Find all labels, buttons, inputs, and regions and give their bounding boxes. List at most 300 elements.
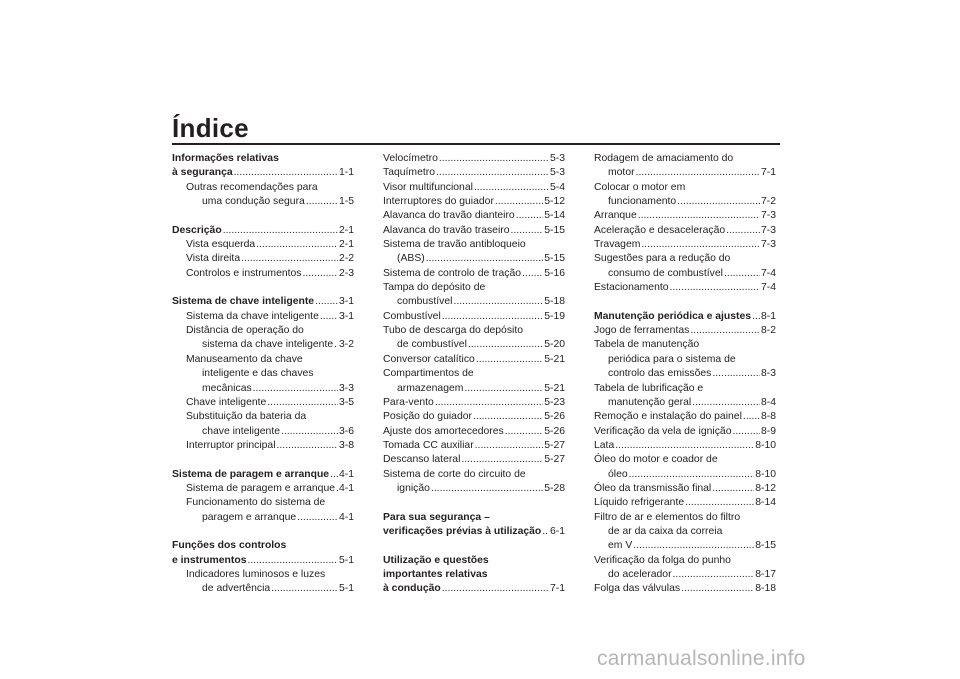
toc-page-number: 8-18 [755, 583, 776, 595]
toc-dot-leader [281, 425, 338, 439]
toc-entry[interactable] [383, 453, 565, 467]
toc-entry[interactable] [172, 382, 354, 396]
toc-entry-title: importantes relativas [383, 568, 488, 580]
toc-entry-title: óleo [608, 468, 628, 480]
toc-entry[interactable] [383, 410, 565, 424]
toc-page-number: 5-3 [549, 167, 565, 179]
toc-dot-leader [495, 195, 543, 209]
toc-entry-title: Jogo de ferramentas [594, 325, 690, 337]
toc-dot-leader [315, 295, 338, 309]
toc-entry[interactable] [594, 166, 776, 180]
toc-entry[interactable] [383, 482, 565, 496]
toc-page-number: 8-14 [755, 497, 776, 509]
toc-entry[interactable] [594, 252, 776, 266]
toc-dot-leader [320, 310, 338, 324]
toc-entry-title: Travagem [594, 239, 641, 251]
toc-entry[interactable] [383, 224, 565, 238]
toc-entry[interactable] [594, 338, 776, 352]
toc-page-number: 8-17 [755, 568, 776, 580]
toc-dot-leader [234, 166, 338, 180]
toc-entry[interactable] [383, 152, 565, 166]
toc-dot-leader [712, 482, 754, 496]
toc-dot-leader [473, 410, 543, 424]
toc-entry-title: Para-vento [383, 396, 434, 408]
toc-entry[interactable] [383, 324, 565, 338]
toc-dot-leader [474, 181, 549, 195]
toc-entry-title: Tabela de lubrificação e [594, 382, 704, 394]
toc-entry[interactable] [594, 425, 776, 439]
toc-entry[interactable] [172, 425, 354, 439]
toc-entry-title: Velocímetro [383, 153, 438, 164]
toc-dot-leader [241, 252, 338, 266]
toc-entry[interactable] [383, 281, 565, 295]
toc-entry-title: (ABS) [397, 253, 425, 265]
toc-dot-leader [752, 310, 760, 324]
toc-dot-leader [641, 238, 760, 252]
toc-entry-title: Líquido refrigerante [594, 497, 685, 509]
toc-page-number: 1-5 [338, 196, 354, 208]
toc-entry[interactable] [383, 166, 565, 180]
toc-dot-leader [247, 554, 337, 568]
toc-entry[interactable] [383, 367, 565, 381]
toc-entry[interactable] [383, 396, 565, 410]
toc-dot-leader [306, 195, 338, 209]
toc-page-number: 5-15 [544, 224, 565, 236]
toc-entry[interactable] [383, 338, 565, 352]
toc-entry-title: Conversor catalítico [383, 353, 475, 365]
toc-column-1 [172, 152, 354, 597]
toc-entry-title: Tampa do depósito de [383, 282, 486, 294]
toc-dot-leader [468, 338, 543, 352]
toc-entry[interactable] [383, 238, 565, 252]
toc-entry[interactable] [172, 482, 354, 496]
toc-entry-title: em V [608, 540, 633, 552]
toc-spacer [383, 539, 565, 553]
toc-page-number: 5-3 [549, 153, 565, 164]
toc-entry-title: Lata [594, 439, 615, 451]
toc-entry-title: Interruptor principal [186, 439, 276, 451]
toc-entry-title: Descanso lateral [383, 454, 461, 466]
toc-entry-title: uma condução segura [202, 196, 305, 208]
toc-dot-leader [476, 353, 543, 367]
toc-entry-title: Sistema de paragem e arranque [172, 468, 330, 480]
toc-page-number: 2-1 [338, 224, 354, 236]
toc-entry-title: Descrição [172, 224, 222, 236]
title-rule [172, 143, 780, 145]
toc-spacer [172, 525, 354, 539]
toc-entry[interactable] [594, 453, 776, 467]
toc-page-number: 3-3 [338, 382, 354, 394]
toc-entry[interactable] [594, 281, 776, 295]
toc-page-number: 5-21 [544, 382, 565, 394]
toc-page-number: 2-1 [338, 239, 354, 251]
toc-entry[interactable] [172, 511, 354, 525]
toc-entry[interactable] [172, 252, 354, 266]
toc-page-number: 2-2 [338, 253, 354, 265]
toc-page-number: 3-1 [338, 310, 354, 322]
toc-dot-leader [677, 195, 760, 209]
toc-entry-title: do acelerador [608, 568, 672, 580]
toc-entry-title: Tomada CC auxiliar [383, 439, 474, 451]
toc-page-number: 4-1 [338, 482, 354, 494]
toc-page-number: 5-26 [544, 425, 565, 437]
toc-section-heading[interactable] [172, 295, 354, 309]
toc-page-number: 7-4 [760, 282, 776, 294]
toc-entry-title: Sistema de controlo de tração [383, 267, 522, 279]
toc-page-number: 8-10 [755, 439, 776, 451]
toc-page-number: 5-23 [544, 396, 565, 408]
toc-spacer [172, 209, 354, 223]
toc-section-heading[interactable] [383, 582, 565, 596]
toc-entry[interactable] [594, 267, 776, 281]
toc-section-heading[interactable] [172, 166, 354, 180]
toc-page-number: 6-1 [549, 525, 565, 537]
watermark: carmanualsonline.info [597, 647, 806, 670]
toc-dot-leader [615, 439, 754, 453]
toc-page-number: 3-6 [338, 425, 354, 437]
toc-dot-leader [271, 582, 338, 596]
toc-dot-leader [681, 582, 754, 596]
toc-dot-leader [690, 324, 760, 338]
toc-entry-title: ignição [397, 482, 430, 494]
toc-entry-title: Indicadores luminosos e luzes [186, 568, 326, 580]
toc-page-number: 5-28 [544, 482, 565, 494]
toc-entry-title: Funcionamento do sistema de [186, 497, 326, 509]
toc-entry[interactable] [172, 396, 354, 410]
toc-entry-title: Estacionamento [594, 282, 669, 294]
toc-entry[interactable] [594, 525, 776, 539]
toc-entry[interactable] [172, 195, 354, 209]
toc-entry[interactable] [383, 425, 565, 439]
toc-section-heading[interactable] [383, 568, 565, 582]
toc-entry-title: Rodagem de amaciamento do [594, 153, 734, 164]
toc-entry[interactable] [172, 568, 354, 582]
toc-dot-leader [638, 209, 760, 223]
toc-section-heading[interactable] [172, 554, 354, 568]
toc-dot-leader [505, 425, 543, 439]
toc-entry-title: Alavanca do travão dianteiro [383, 210, 515, 222]
toc-page-number: 8-12 [755, 482, 776, 494]
toc-entry[interactable] [383, 209, 565, 223]
toc-entry[interactable] [594, 482, 776, 496]
toc-entry[interactable] [172, 439, 354, 453]
toc-entry-title: Manuseamento da chave [186, 353, 303, 365]
toc-dot-leader [516, 209, 544, 223]
toc-page-number: 8-10 [755, 468, 776, 480]
toc-entry[interactable] [594, 224, 776, 238]
toc-dot-leader [431, 482, 543, 496]
toc-page-number: 2-3 [338, 267, 354, 279]
toc-dot-leader [277, 439, 338, 453]
toc-dot-leader [461, 453, 543, 467]
toc-page-number: 5-27 [544, 439, 565, 451]
toc-column-2 [383, 152, 565, 597]
toc-entry[interactable] [383, 267, 565, 281]
toc-page-number: 5-18 [544, 296, 565, 308]
toc-entry-title: Vista esquerda [186, 239, 256, 251]
toc-entry-title: funcionamento [608, 196, 677, 208]
toc-entry[interactable] [594, 582, 776, 596]
toc-dot-leader [442, 582, 549, 596]
toc-entry[interactable] [383, 382, 565, 396]
toc-dot-leader [511, 224, 544, 238]
toc-dot-leader [439, 152, 549, 166]
toc-entry-title: Ajuste dos amortecedores [383, 425, 504, 437]
toc-entry-title: Vista direita [186, 253, 241, 265]
toc-entry[interactable] [172, 496, 354, 510]
toc-spacer [172, 281, 354, 295]
toc-entry[interactable] [594, 238, 776, 252]
toc-spacer [383, 496, 565, 510]
toc-entry[interactable] [172, 338, 354, 352]
toc-entry[interactable] [383, 181, 565, 195]
toc-dot-leader [673, 568, 755, 582]
toc-dot-leader [435, 396, 543, 410]
toc-entry-title: Tabela de manutenção [594, 339, 700, 351]
toc-page-number: 5-26 [544, 411, 565, 423]
toc-entry-title: de ar da caixa da correia [608, 525, 723, 537]
toc-entry-title: à condução [383, 583, 441, 595]
toc-dot-leader [712, 367, 760, 381]
toc-entry[interactable] [594, 324, 776, 338]
toc-entry[interactable] [383, 252, 565, 266]
toc-section-heading[interactable] [172, 224, 354, 238]
toc-page-number: 5-27 [544, 454, 565, 466]
toc-entry[interactable] [594, 539, 776, 553]
page-title: Índice [172, 113, 249, 143]
toc-entry[interactable] [594, 195, 776, 209]
toc-entry[interactable] [383, 310, 565, 324]
toc-page-number: 1-1 [338, 167, 354, 179]
toc-dot-leader [724, 267, 760, 281]
toc-entry-title: Sugestões para a redução do [594, 253, 731, 265]
toc-entry-title: Utilização e questões [383, 554, 489, 566]
toc-entry[interactable] [172, 367, 354, 381]
toc-dot-leader [475, 439, 544, 453]
toc-page-number: 5-20 [544, 339, 565, 351]
toc-entry-title: de advertência [202, 583, 271, 595]
toc-dot-leader [732, 425, 759, 439]
toc-entry-title: Colocar o motor em [594, 181, 686, 193]
toc-dot-leader [334, 338, 338, 352]
toc-section-heading[interactable] [383, 511, 565, 525]
toc-entry-title: verificações prévias à utilização [383, 525, 542, 537]
toc-dot-leader [522, 267, 543, 281]
toc-page-number: 3-2 [338, 339, 354, 351]
toc-dot-leader [685, 496, 754, 510]
toc-dot-leader [692, 396, 760, 410]
toc-page-number: 8-9 [760, 425, 776, 437]
toc-page-number: 3-1 [338, 296, 354, 308]
toc-entry-title: Sistema de corte do circuito de [383, 468, 526, 480]
toc-entry-title: Posição do guiador [383, 411, 472, 423]
toc-page-number: 7-3 [760, 224, 776, 236]
toc-entry[interactable] [383, 439, 565, 453]
toc-entry-title: Funções dos controlos [172, 540, 287, 552]
toc-entry-title: Compartimentos de [383, 368, 474, 380]
toc-entry-title: Combustível [383, 310, 441, 322]
toc-dot-leader [670, 281, 760, 295]
toc-page-number: 8-3 [760, 368, 776, 380]
toc-page-number: 3-5 [338, 396, 354, 408]
toc-entry-title: Para sua segurança – [383, 511, 490, 523]
toc-entry-title: Sistema de paragem e arranque [186, 482, 336, 494]
toc-entry[interactable] [172, 267, 354, 281]
toc-dot-leader [267, 396, 338, 410]
toc-entry[interactable] [594, 554, 776, 568]
toc-page-number: 5-19 [544, 310, 565, 322]
toc-entry-title: Outras recomendações para [186, 181, 318, 193]
toc-entry[interactable] [594, 396, 776, 410]
toc-entry[interactable] [594, 496, 776, 510]
toc-entry-title: Folga das válvulas [594, 583, 681, 595]
toc-column-3 [594, 152, 776, 597]
toc-dot-leader [303, 267, 338, 281]
toc-entry-title: manutenção geral [608, 396, 692, 408]
toc-page-number: 4-1 [338, 468, 354, 480]
toc-section-heading[interactable] [172, 468, 354, 482]
toc-entry[interactable] [594, 511, 776, 525]
toc-section-heading[interactable] [172, 152, 354, 166]
toc-entry[interactable] [172, 353, 354, 367]
toc-page-number: 7-4 [760, 267, 776, 279]
toc-entry-title: e instrumentos [172, 554, 247, 566]
toc-dot-leader [629, 468, 755, 482]
toc-entry-title: Óleo da transmissão final [594, 482, 712, 494]
toc-entry[interactable] [594, 367, 776, 381]
toc-entry-title: controlo das emissões [608, 368, 712, 380]
toc-page-number: 3-8 [338, 439, 354, 451]
toc-dot-leader [436, 166, 549, 180]
toc-entry-title: paragem e arranque [202, 511, 297, 523]
toc-page-number: 7-2 [760, 196, 776, 208]
toc-entry[interactable] [383, 468, 565, 482]
toc-entry[interactable] [172, 238, 354, 252]
toc-page-number: 5-1 [338, 554, 354, 566]
toc-page-number: 5-4 [549, 181, 565, 193]
toc-entry-title: Sistema da chave inteligente [186, 310, 319, 322]
toc-page-number: 7-1 [760, 167, 776, 179]
toc-entry-title: Visor multifuncional [383, 181, 473, 193]
toc-entry-title: mecânicas [202, 382, 252, 394]
toc-entry[interactable] [383, 353, 565, 367]
toc-entry[interactable] [594, 152, 776, 166]
toc-entry-title: Interruptores do guiador [383, 196, 494, 208]
toc-page-number: 7-1 [549, 583, 565, 595]
toc-entry-title: Chave inteligente [186, 396, 267, 408]
toc-entry-title: de combustível [397, 339, 467, 351]
toc-section-heading[interactable] [594, 310, 776, 324]
toc-entry[interactable] [383, 195, 565, 209]
toc-entry-title: Alavanca do travão traseiro [383, 224, 510, 236]
toc-dot-leader [542, 525, 549, 539]
toc-spacer [594, 295, 776, 309]
toc-page-number: 5-21 [544, 353, 565, 365]
toc-entry-title: combustível [397, 296, 453, 308]
toc-entry[interactable] [172, 410, 354, 424]
toc-dot-leader [726, 224, 760, 238]
toc-entry[interactable] [594, 410, 776, 424]
toc-entry[interactable] [594, 568, 776, 582]
toc-entry[interactable] [594, 209, 776, 223]
toc-dot-leader [253, 382, 338, 396]
toc-entry-title: Taquímetro [383, 167, 435, 179]
toc-entry-title: Controlos e instrumentos [186, 267, 302, 279]
toc-section-heading[interactable] [172, 539, 354, 553]
toc-page-number: 7-3 [760, 239, 776, 251]
toc-entry-title: Verificação da folga do punho [594, 554, 731, 566]
toc-entry[interactable] [594, 468, 776, 482]
toc-entry-title: armazenagem [397, 382, 464, 394]
toc-section-heading[interactable] [383, 554, 565, 568]
toc-entry-title: Sistema de chave inteligente [172, 296, 315, 308]
toc-entry-title: motor [608, 167, 635, 179]
toc-entry-title: Óleo do motor e coador de [594, 454, 718, 466]
toc-dot-leader [256, 238, 338, 252]
toc-entry-title: Verificação da vela de ignição [594, 425, 732, 437]
toc-entry-title: inteligente e das chaves [202, 368, 314, 380]
toc-page-number: 8-1 [760, 310, 776, 322]
toc-dot-leader [743, 410, 760, 424]
toc-page-number: 8-4 [760, 396, 776, 408]
toc-entry-title: sistema da chave inteligente [202, 339, 334, 351]
toc-entry[interactable] [594, 439, 776, 453]
toc-entry-title: Aceleração e desaceleração [594, 224, 726, 236]
toc-entry-title: Substituição da bateria da [186, 411, 307, 423]
toc-entry-title: Tubo de descarga do depósito [383, 325, 523, 337]
toc-dot-leader [453, 295, 543, 309]
toc-page-number: 7-3 [760, 210, 776, 222]
toc-entry[interactable] [594, 382, 776, 396]
toc-entry[interactable] [172, 310, 354, 324]
toc-entry-title: Informações relativas [172, 153, 279, 164]
toc-page-number: 4-1 [338, 511, 354, 523]
toc-dot-leader [297, 511, 338, 525]
toc-dot-leader [633, 539, 754, 553]
toc-dot-leader [464, 382, 543, 396]
toc-entry[interactable] [383, 295, 565, 309]
toc-entry-title: Filtro de ar e elementos do filtro [594, 511, 741, 523]
toc-entry-title: Arranque [594, 210, 637, 222]
toc-spacer [172, 453, 354, 467]
toc-entry-title: Distância de operação do [186, 325, 304, 337]
toc-entry-title: periódica para o sistema de [608, 353, 736, 365]
toc-entry[interactable] [172, 181, 354, 195]
toc-page-number: 8-8 [760, 411, 776, 423]
toc-entry-title: consumo de combustível [608, 267, 723, 279]
toc-section-heading[interactable] [383, 525, 565, 539]
toc-entry[interactable] [594, 181, 776, 195]
toc-entry-title: chave inteligente [202, 425, 280, 437]
toc-entry-title: Sistema de travão antibloqueio [383, 239, 526, 251]
toc-entry-title: Remoção e instalação do painel [594, 411, 742, 423]
toc-dot-leader [336, 482, 338, 496]
toc-entry-title: Manutenção periódica e ajustes [594, 310, 752, 322]
toc-entry[interactable] [594, 353, 776, 367]
toc-page-number: 5-14 [544, 210, 565, 222]
toc-dot-leader [426, 252, 543, 266]
toc-entry[interactable] [172, 582, 354, 596]
toc-dot-leader [636, 166, 760, 180]
toc-page-number: 8-2 [760, 325, 776, 337]
toc-dot-leader [330, 468, 338, 482]
toc-page-number: 5-16 [544, 267, 565, 279]
toc-entry[interactable] [172, 324, 354, 338]
toc-dot-leader [223, 224, 338, 238]
toc-page-number: 5-1 [338, 583, 354, 595]
toc-page-number: 5-15 [544, 253, 565, 265]
toc-page-number: 5-12 [544, 196, 565, 208]
